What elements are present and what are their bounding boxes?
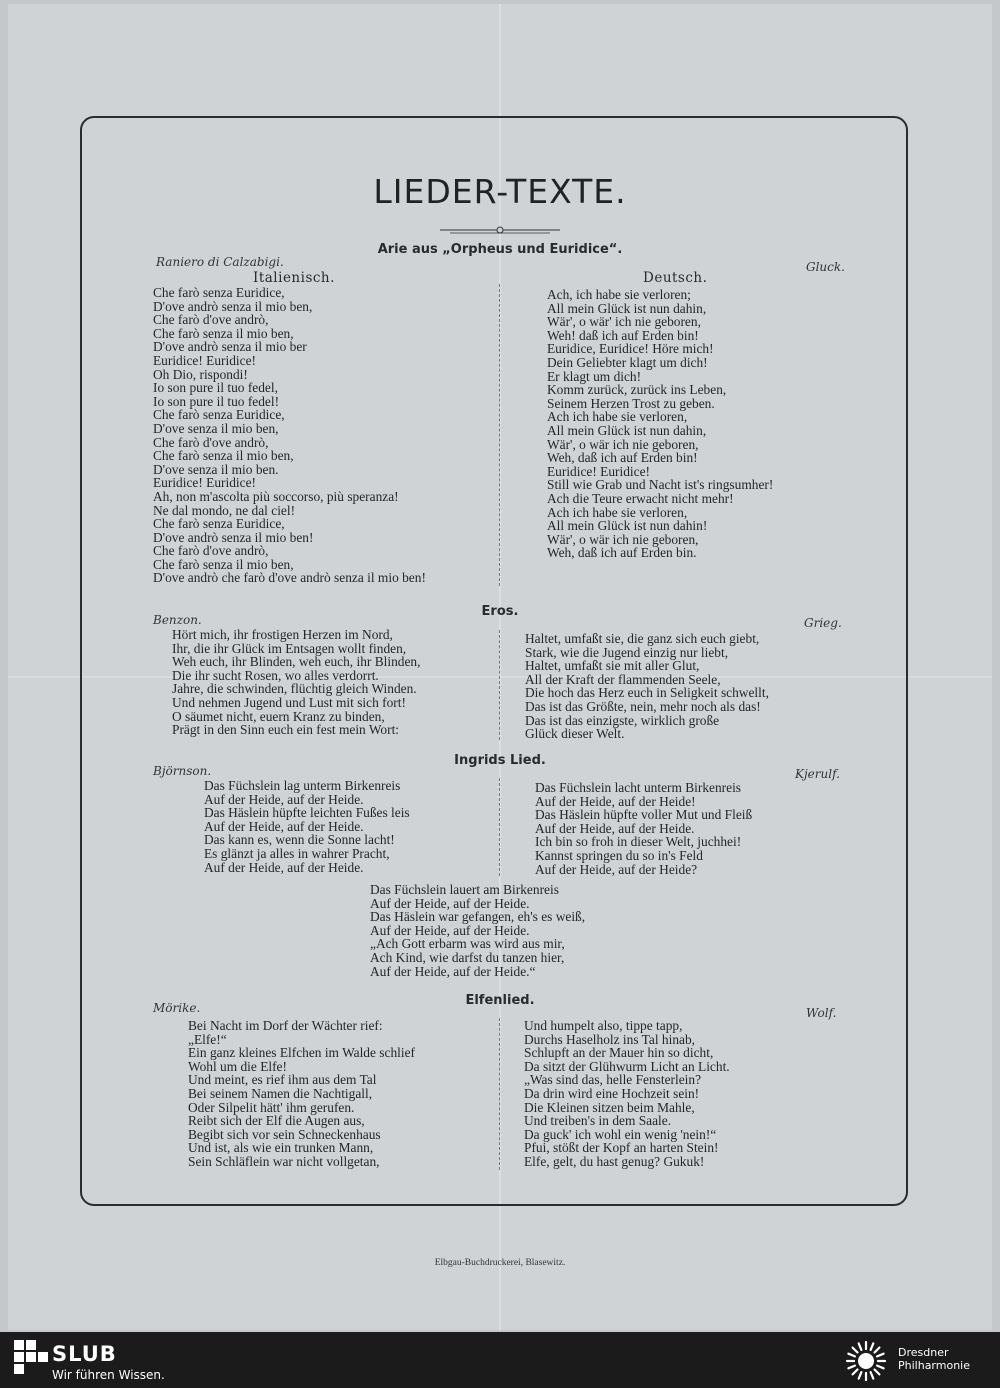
- poem-line: Das Häslein war gefangen, eh's es weiß,: [370, 909, 586, 925]
- poem-line: Ich bin so froh in dieser Welt, juchhei!: [535, 834, 742, 850]
- poem-line: Ah, non m'ascolta più soccorso, più speranza!: [153, 488, 399, 504]
- poem-line: Auf der Heide, auf der Heide!: [535, 793, 696, 809]
- poem-line: Ne dal mondo, ne dal ciel!: [153, 502, 296, 518]
- poem-line: Und nehmen Jugend und Lust mit sich fort!: [172, 694, 406, 710]
- slub-logo-icon: [14, 1340, 48, 1380]
- poem-line: Weh, daß ich auf Erden bin.: [547, 545, 697, 561]
- poem-line: Wär', o wär ich nie geboren,: [547, 531, 699, 547]
- poet-elfen: Mörike.: [153, 1001, 201, 1015]
- poem-line: „Was sind das, helle Fensterlein?: [524, 1072, 702, 1088]
- partner-name: [898, 1346, 970, 1372]
- ingrid-left-text: [204, 779, 410, 874]
- poem-line: Weh! daß ich auf Erden bin!: [547, 327, 699, 343]
- poet-ingrid: Björnson.: [153, 764, 212, 778]
- poem-line: Hört mich, ihr frostigen Herzen im Nord,: [172, 627, 393, 642]
- poem-line: Auf der Heide, auf der Heide.: [370, 922, 530, 938]
- poem-line: Che farò senza Euridice,: [153, 407, 285, 423]
- poem-line: Weh euch, ihr Blinden, weh euch, ihr Blinden,: [172, 654, 421, 670]
- eros-right-text: [525, 632, 769, 741]
- footer-bar: [0, 1332, 1000, 1388]
- poem-line: Haltet, umfaßt sie mit aller Glut,: [525, 658, 700, 674]
- poem-line: Das Füchslein lacht unterm Birkenreis: [535, 780, 742, 795]
- column-divider-elfen: [499, 1018, 500, 1170]
- poet-orpheus: Raniero di Calzabigi.: [156, 255, 284, 269]
- composer-eros: Grieg.: [804, 616, 842, 630]
- poem-line: Euridice! Euridice!: [547, 463, 650, 479]
- poem-line: Io son pure il tuo fedel,: [153, 380, 278, 396]
- poem-line: Euridice, Euridice! Höre mich!: [547, 341, 714, 357]
- poem-line: Schlupft an der Mauer hin so dicht,: [524, 1045, 714, 1061]
- column-divider-orpheus: [499, 284, 500, 586]
- composer-elfen: Wolf.: [806, 1006, 837, 1020]
- poem-line: Ach Kind, wie darfst du tanzen hier,: [370, 949, 565, 965]
- poem-line: Es glänzt ja alles in wahrer Pracht,: [204, 845, 390, 861]
- poem-line: Bei Nacht im Dorf der Wächter rief:: [188, 1018, 383, 1033]
- poem-line: Ach, ich habe sie verloren;: [547, 287, 691, 302]
- poem-line: Che farò senza il mio ben,: [153, 325, 294, 341]
- poem-line: Wär', o wär' ich nie geboren,: [547, 314, 701, 330]
- poem-line: Das Häslein hüpfte leichten Fußes leis: [204, 805, 410, 821]
- poem-line: Oh Dio, rispondi!: [153, 366, 248, 382]
- heading-german: Deutsch.: [643, 270, 708, 286]
- partner-name-line1: Dresdner: [898, 1346, 949, 1359]
- poem-line: Da sitzt der Glühwurm Licht an Licht.: [524, 1058, 730, 1074]
- poem-line: Das Füchslein lauert am Birkenreis: [370, 882, 559, 897]
- poem-line: D'ove senza il mio ben.: [153, 461, 279, 477]
- poem-line: Elfe, gelt, du hast genug? Gukuk!: [524, 1153, 705, 1169]
- poem-line: Das Häslein hüpfte voller Mut und Fleiß: [535, 807, 753, 823]
- poem-line: Che farò d'ove andrò,: [153, 434, 269, 450]
- poem-line: Und humpelt also, tippe tapp,: [524, 1018, 683, 1033]
- poem-line: Komm zurück, zurück ins Leben,: [547, 382, 727, 398]
- heading-italian: Italienisch.: [253, 270, 335, 286]
- poem-line: D'ove andrò senza il mio ber: [153, 339, 307, 355]
- poem-line: Das Füchslein lag unterm Birkenreis: [204, 778, 401, 793]
- poem-line: Und treiben's in dem Saale.: [524, 1113, 672, 1129]
- elfen-right-text: [524, 1019, 730, 1169]
- elfen-left-text: [188, 1019, 415, 1169]
- poem-line: Pfui, stößt der Kopf an harten Stein!: [524, 1140, 719, 1156]
- poem-line: Wohl um die Elfe!: [188, 1058, 287, 1074]
- poem-line: „Elfe!“: [188, 1031, 227, 1047]
- poem-line: Ein ganz kleines Elfchen im Walde schlief: [188, 1045, 415, 1061]
- orpheus-italian-text: [153, 286, 426, 585]
- poem-line: Auf der Heide, auf der Heide.: [204, 859, 364, 875]
- poem-line: Auf der Heide, auf der Heide.: [204, 791, 364, 807]
- poem-line: D'ove senza il mio ben,: [153, 420, 279, 436]
- sunburst-logo-icon: [843, 1338, 889, 1384]
- song-title-orpheus: Arie aus „Orpheus und Euridice“.: [377, 242, 623, 257]
- poem-line: Ihr, die ihr Glück im Entsagen wollt finden,: [172, 640, 407, 656]
- poem-line: Che farò senza Euridice,: [153, 516, 285, 532]
- composer-ingrid: Kjerulf.: [795, 767, 840, 781]
- poem-line: Die Kleinen sitzen beim Mahle,: [524, 1099, 695, 1115]
- poem-line: Da guck' ich wohl ein wenig 'nein!“: [524, 1126, 717, 1142]
- poem-line: Die ihr sucht Rosen, wo alles verdorrt.: [172, 667, 379, 683]
- poem-line: Che farò senza il mio ben,: [153, 448, 294, 464]
- poem-line: Ach die Teure erwacht nicht mehr!: [547, 490, 734, 506]
- poem-line: All der Kraft der flammenden Seele,: [525, 671, 721, 687]
- poem-line: Auf der Heide, auf der Heide?: [535, 861, 698, 877]
- poem-line: Und meint, es rief ihm aus dem Tal: [188, 1072, 377, 1088]
- eros-left-text: [172, 628, 420, 737]
- library-name: SLUB: [52, 1342, 117, 1366]
- page-title: LIEDER-TEXTE.: [373, 172, 627, 211]
- poem-line: Wär', o wär ich nie geboren,: [547, 436, 699, 452]
- poem-line: Che farò d'ove andrò,: [153, 312, 269, 328]
- title-ornament: [440, 225, 560, 237]
- poem-line: Reibt sich der Elf die Augen aus,: [188, 1113, 365, 1129]
- poem-line: Still wie Grab und Nacht ist's ringsumher!: [547, 477, 774, 493]
- poem-line: Jahre, die schwinden, flüchtig gleich Winden.: [172, 681, 417, 697]
- poem-line: Auf der Heide, auf der Heide.: [535, 820, 695, 836]
- poem-line: Che farò senza Euridice,: [153, 285, 285, 300]
- partner-name-line2: Philharmonie: [898, 1359, 970, 1372]
- song-title-eros: Eros.: [481, 604, 519, 619]
- poem-line: Das kann es, wenn die Sonne lacht!: [204, 832, 395, 848]
- poem-line: All mein Glück ist nun dahin,: [547, 300, 707, 316]
- poem-line: Begibt sich vor sein Schneckenhaus: [188, 1126, 381, 1142]
- poem-line: Sein Schläflein war nicht vollgetan,: [188, 1153, 380, 1169]
- poem-line: Io son pure il tuo fedel!: [153, 393, 280, 409]
- poem-line: Oder Silpelit hätt' ihm gerufen.: [188, 1099, 355, 1115]
- poem-line: Auf der Heide, auf der Heide.“: [370, 963, 536, 979]
- poem-line: All mein Glück ist nun dahin!: [547, 518, 708, 534]
- poem-line: Che farò d'ove andrò,: [153, 543, 269, 559]
- poem-line: Kannst springen du so in's Feld: [535, 847, 703, 863]
- poem-line: Auf der Heide, auf der Heide.: [370, 895, 530, 911]
- column-divider-eros: [499, 630, 500, 740]
- composer-orpheus: Gluck.: [806, 260, 845, 274]
- poem-line: Ach ich habe sie verloren,: [547, 504, 688, 520]
- poem-line: Haltet, umfaßt sie, die ganz sich euch giebt,: [525, 631, 760, 646]
- poem-line: Prägt in den Sinn euch ein fest mein Wort:: [172, 722, 400, 738]
- poem-line: D'ove andrò che farò d'ove andrò senza il mio ben!: [153, 570, 426, 586]
- library-tagline: Wir führen Wissen.: [52, 1368, 165, 1382]
- poem-line: Glück dieser Welt.: [525, 726, 625, 742]
- poem-line: Seinem Herzen Trost zu geben.: [547, 395, 715, 411]
- poem-line: Dein Geliebter klagt um dich!: [547, 354, 708, 370]
- poem-line: All mein Glück ist nun dahin,: [547, 422, 707, 438]
- poem-line: Da drin wird eine Hochzeit sein!: [524, 1085, 700, 1101]
- ingrid-center-text: [370, 883, 585, 978]
- poem-line: Durchs Haselholz ins Tal hinab,: [524, 1031, 695, 1047]
- poem-line: D'ove andrò senza il mio ben,: [153, 298, 313, 314]
- ingrid-right-text: [535, 781, 752, 876]
- poem-line: Weh, daß ich auf Erden bin!: [547, 450, 698, 466]
- poem-line: D'ove andrò senza il mio ben!: [153, 529, 314, 545]
- poet-eros: Benzon.: [153, 613, 202, 627]
- poem-line: Stark, wie die Jugend einzig nur liebt,: [525, 644, 729, 660]
- song-title-ingrid: Ingrids Lied.: [454, 753, 546, 768]
- poem-line: Bei seinem Namen die Nachtigall,: [188, 1085, 373, 1101]
- printer-imprint: Elbgau-Buchdruckerei, Blasewitz.: [434, 1258, 566, 1268]
- poem-line: Das ist das Größte, nein, mehr noch als das!: [525, 698, 761, 714]
- poem-line: Euridice! Euridice!: [153, 475, 256, 491]
- poem-line: Che farò senza il mio ben,: [153, 556, 294, 572]
- poem-line: „Ach Gott erbarm was wird aus mir,: [370, 936, 565, 952]
- poem-line: O säumet nicht, euern Kranz zu binden,: [172, 708, 385, 724]
- poem-line: Euridice! Euridice!: [153, 352, 256, 368]
- poem-line: Die hoch das Herz euch in Seligkeit schwellt,: [525, 685, 769, 701]
- song-title-elfen: Elfenlied.: [465, 993, 535, 1008]
- orpheus-german-text: [547, 288, 773, 560]
- poem-line: Er klagt um dich!: [547, 368, 642, 384]
- poem-line: Und ist, als wie ein trunken Mann,: [188, 1140, 374, 1156]
- poem-line: Ach ich habe sie verloren,: [547, 409, 688, 425]
- poem-line: Das ist das einzigste, wirklich große: [525, 712, 720, 728]
- poem-line: Auf der Heide, auf der Heide.: [204, 818, 364, 834]
- column-divider-ingrid: [499, 778, 500, 876]
